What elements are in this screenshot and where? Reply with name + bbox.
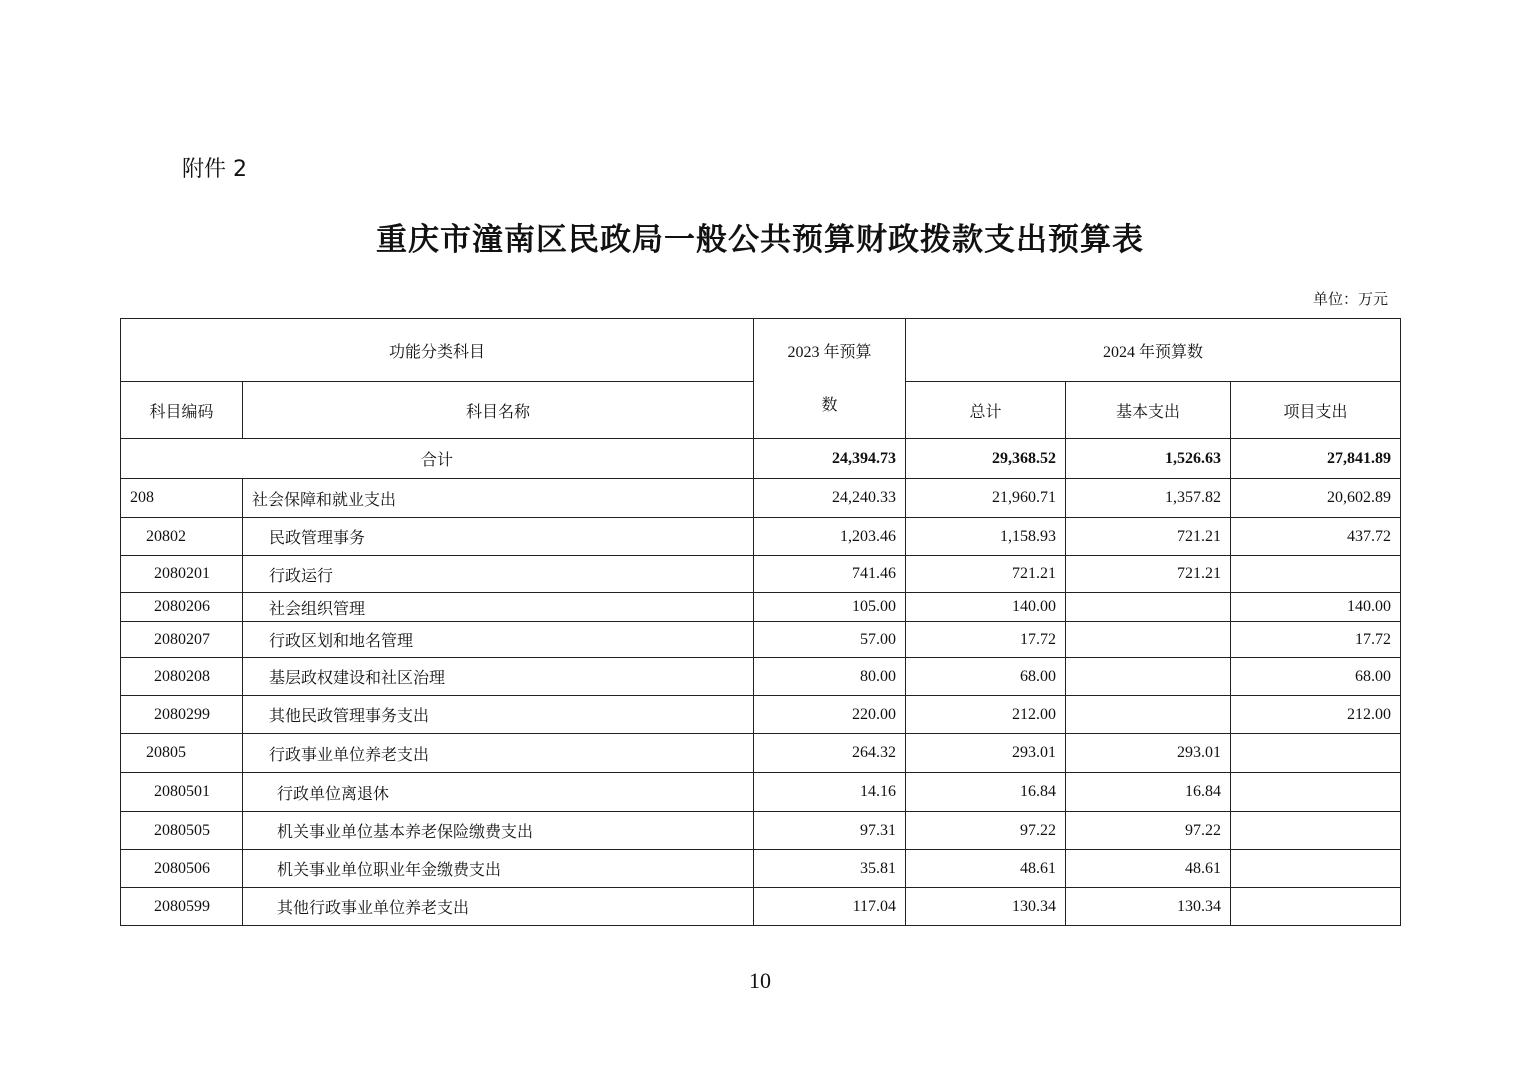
- row-project: 140.00: [1231, 593, 1401, 622]
- row-total: 721.21: [906, 556, 1066, 593]
- row-b2023: 220.00: [754, 696, 906, 734]
- total-project: 27,841.89: [1231, 439, 1401, 479]
- row-b2023: 57.00: [754, 622, 906, 658]
- row-code: 2080506: [121, 850, 243, 888]
- total-b2023: 24,394.73: [754, 439, 906, 479]
- row-project: [1231, 888, 1401, 926]
- row-code: 2080501: [121, 773, 243, 812]
- row-project: [1231, 812, 1401, 850]
- row-basic: 130.34: [1066, 888, 1231, 926]
- row-basic: [1066, 622, 1231, 658]
- row-name: 其他民政管理事务支出: [243, 696, 754, 734]
- row-code: 2080201: [121, 556, 243, 593]
- row-name: 机关事业单位职业年金缴费支出: [243, 850, 754, 888]
- row-project: [1231, 850, 1401, 888]
- row-code: 2080208: [121, 658, 243, 696]
- row-code: 2080299: [121, 696, 243, 734]
- row-project: 68.00: [1231, 658, 1401, 696]
- row-code: 208: [121, 479, 243, 518]
- row-total: 17.72: [906, 622, 1066, 658]
- total-label: 合计: [121, 439, 754, 479]
- table-row: [121, 696, 1401, 734]
- table-row: [121, 658, 1401, 696]
- row-total: 68.00: [906, 658, 1066, 696]
- row-code: 2080505: [121, 812, 243, 850]
- row-basic: [1066, 696, 1231, 734]
- row-b2023: 117.04: [754, 888, 906, 926]
- row-basic: [1066, 658, 1231, 696]
- row-project: [1231, 556, 1401, 593]
- page-title: 重庆市潼南区民政局一般公共预算财政拨款支出预算表: [376, 222, 1144, 258]
- row-code: 20805: [121, 734, 243, 773]
- row-basic: [1066, 593, 1231, 622]
- header-budget-2024: 2024 年预算数: [906, 319, 1401, 382]
- row-code: 2080207: [121, 622, 243, 658]
- row-name: 行政事业单位养老支出: [243, 734, 754, 773]
- row-total: 130.34: [906, 888, 1066, 926]
- row-total: 21,960.71: [906, 479, 1066, 518]
- header-budget-2023: [754, 319, 906, 439]
- row-name: 民政管理事务: [243, 518, 754, 556]
- row-total: 16.84: [906, 773, 1066, 812]
- row-b2023: 14.16: [754, 773, 906, 812]
- row-project: [1231, 773, 1401, 812]
- row-basic: 721.21: [1066, 518, 1231, 556]
- header-budget-2023-line1: 2023 年预算: [787, 344, 872, 361]
- header-name: 科目名称: [243, 382, 754, 439]
- total-basic: 1,526.63: [1066, 439, 1231, 479]
- row-b2023: 80.00: [754, 658, 906, 696]
- table-row: [121, 556, 1401, 593]
- row-b2023: 97.31: [754, 812, 906, 850]
- row-basic: 48.61: [1066, 850, 1231, 888]
- header-project: 项目支出: [1231, 382, 1401, 439]
- row-b2023: 264.32: [754, 734, 906, 773]
- row-project: [1231, 734, 1401, 773]
- header-total: 总计: [906, 382, 1066, 439]
- row-total: 48.61: [906, 850, 1066, 888]
- row-name: 行政运行: [243, 556, 754, 593]
- row-basic: 97.22: [1066, 812, 1231, 850]
- page-number: 10: [749, 968, 771, 993]
- header-code: 科目编码: [121, 382, 243, 439]
- table-row: [121, 773, 1401, 812]
- row-b2023: 24,240.33: [754, 479, 906, 518]
- table-row: [121, 888, 1401, 926]
- row-name: 其他行政事业单位养老支出: [243, 888, 754, 926]
- row-basic: 293.01: [1066, 734, 1231, 773]
- total-total: 29,368.52: [906, 439, 1066, 479]
- unit-label: 单位：万元: [1312, 290, 1388, 308]
- row-b2023: 105.00: [754, 593, 906, 622]
- row-basic: 16.84: [1066, 773, 1231, 812]
- total-row: [121, 439, 1401, 479]
- table-row: [121, 518, 1401, 556]
- row-basic: 1,357.82: [1066, 479, 1231, 518]
- row-b2023: 35.81: [754, 850, 906, 888]
- row-code: 2080206: [121, 593, 243, 622]
- row-code: 2080599: [121, 888, 243, 926]
- header-budget-2023-line2: 数: [821, 397, 838, 414]
- row-name: 社会组织管理: [243, 593, 754, 622]
- table-row: [121, 812, 1401, 850]
- row-basic: 721.21: [1066, 556, 1231, 593]
- row-project: 17.72: [1231, 622, 1401, 658]
- table-row: [121, 593, 1401, 622]
- header-func-class: 功能分类科目: [121, 319, 754, 382]
- row-b2023: 741.46: [754, 556, 906, 593]
- row-total: 293.01: [906, 734, 1066, 773]
- row-total: 140.00: [906, 593, 1066, 622]
- table-row: [121, 734, 1401, 773]
- row-project: 212.00: [1231, 696, 1401, 734]
- row-name: 行政区划和地名管理: [243, 622, 754, 658]
- row-project: 437.72: [1231, 518, 1401, 556]
- row-project: 20,602.89: [1231, 479, 1401, 518]
- row-total: 212.00: [906, 696, 1066, 734]
- header-basic: 基本支出: [1066, 382, 1231, 439]
- row-code: 20802: [121, 518, 243, 556]
- row-name: 社会保障和就业支出: [243, 479, 754, 518]
- row-name: 机关事业单位基本养老保险缴费支出: [243, 812, 754, 850]
- row-name: 行政单位离退休: [243, 773, 754, 812]
- header-row-1: [121, 319, 1401, 382]
- budget-table: [120, 318, 1401, 926]
- table-row: [121, 622, 1401, 658]
- row-b2023: 1,203.46: [754, 518, 906, 556]
- row-total: 97.22: [906, 812, 1066, 850]
- row-total: 1,158.93: [906, 518, 1066, 556]
- attachment-label: 附件 2: [182, 157, 247, 182]
- table-row: [121, 850, 1401, 888]
- table-row: [121, 479, 1401, 518]
- row-name: 基层政权建设和社区治理: [243, 658, 754, 696]
